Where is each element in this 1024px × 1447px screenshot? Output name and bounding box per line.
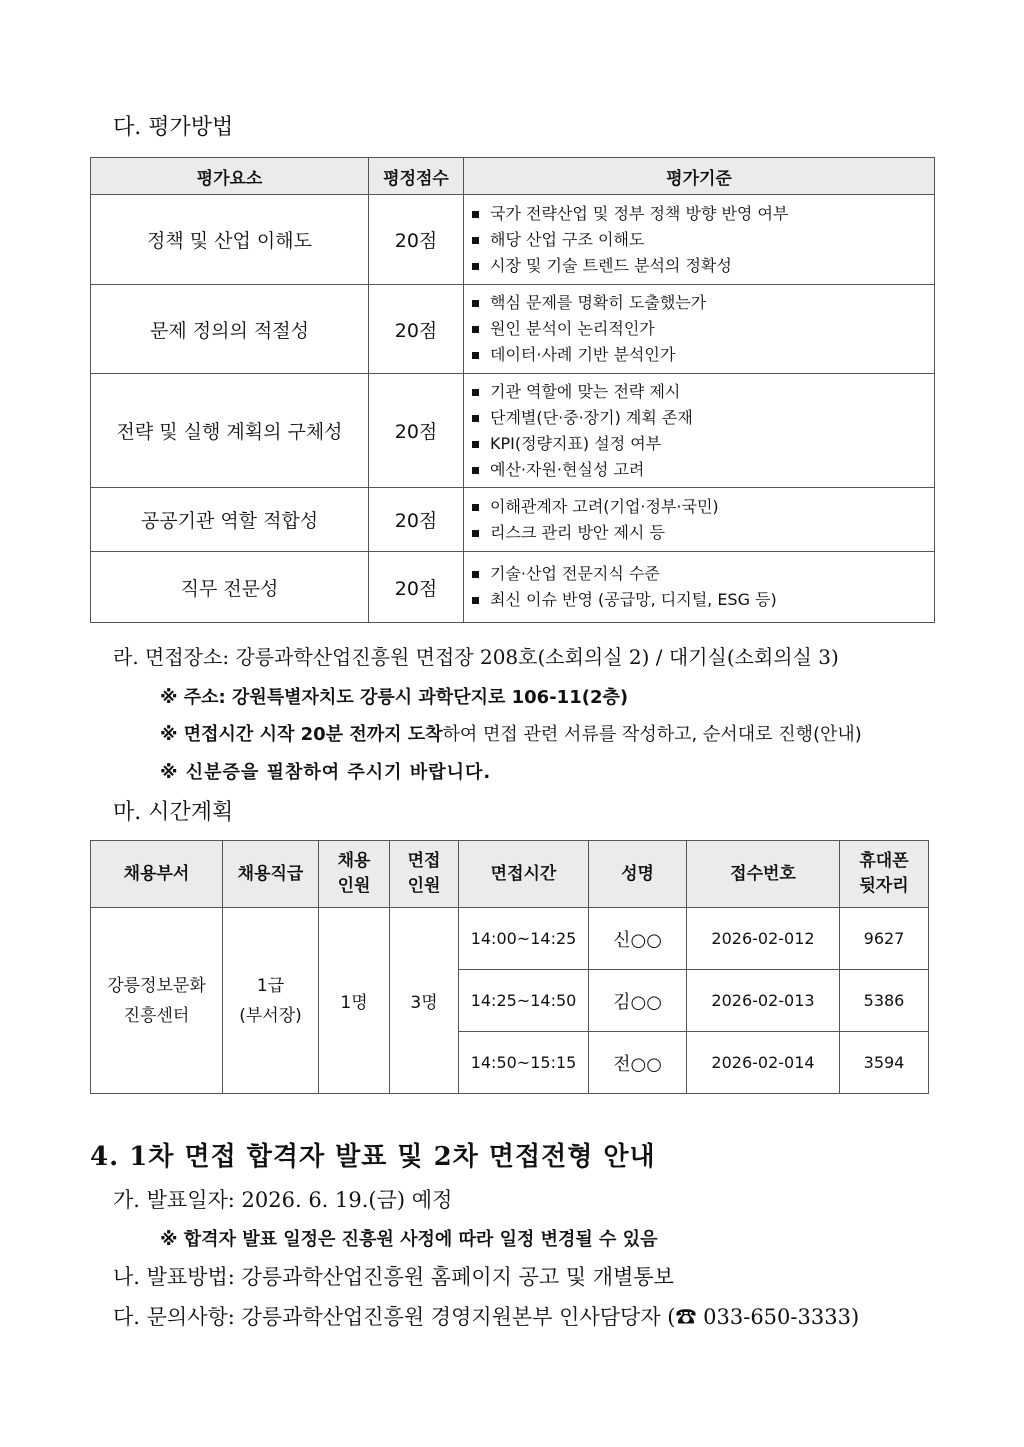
square-bullet-icon [472, 389, 479, 396]
list-item: 기관 역할에 맞는 전략 제시 [472, 379, 934, 405]
list-item: 이해관계자 고려(기업·정부·국민) [472, 494, 934, 520]
eval-factor: 정책 및 산업 이해도 [91, 195, 369, 285]
announcement-date: 가. 발표일자: 2026. 6. 19.(금) 예정 [113, 1188, 453, 1212]
header-score: 평정점수 [369, 158, 464, 195]
list-item: 시장 및 기술 트렌드 분석의 정확성 [472, 253, 934, 279]
hires-cell: 1명 [319, 908, 390, 1094]
header-hires: 채용 인원 [319, 841, 390, 908]
square-bullet-icon [472, 326, 479, 333]
phone-cell: 9627 [840, 908, 929, 970]
schedule-change-note: ※ 합격자 발표 일정은 진흥원 사정에 따라 일정 변경될 수 있음 [160, 1229, 658, 1250]
eval-score: 20점 [369, 374, 464, 488]
square-bullet-icon [472, 300, 479, 307]
table-row [91, 285, 935, 374]
square-bullet-icon [472, 504, 479, 511]
header-factor: 평가요소 [91, 158, 369, 195]
inquiry-line: 다. 문의사항: 강릉과학산업진흥원 경영지원본부 인사담당자 (☎ 033-650-3333) [113, 1305, 860, 1329]
eval-criteria [464, 488, 935, 552]
square-bullet-icon [472, 415, 479, 422]
address-note: ※ 주소: 강원특별자치도 강릉시 과학단지로 106-11(2층) [160, 687, 629, 708]
section4-title: 4. 1차 면접 합격자 발표 및 2차 면접전형 안내 [90, 1142, 656, 1172]
section-da-title: 다. 평가방법 [113, 115, 234, 140]
department-cell: 강릉정보문화 진흥센터 [91, 908, 223, 1094]
telephone-icon: ☎ [675, 1305, 697, 1329]
name-cell: 신○○ [589, 908, 687, 970]
eval-factor: 공공기관 역할 적합성 [91, 488, 369, 552]
list-item: 단계별(단·중·장기) 계획 존재 [472, 405, 934, 431]
eval-score: 20점 [369, 285, 464, 374]
time-cell: 14:25~14:50 [459, 970, 589, 1032]
time-cell: 14:00~14:25 [459, 908, 589, 970]
list-item: 기술·산업 전문지식 수준 [472, 561, 934, 587]
list-item: 예산·자원·현실성 고려 [472, 457, 934, 483]
id-card-note: ※ 신분증을 필참하여 주시기 바랍니다. [160, 762, 492, 783]
list-item: 핵심 문제를 명확히 도출했는가 [472, 290, 934, 316]
eval-factor: 문제 정의의 적절성 [91, 285, 369, 374]
table-row [91, 552, 935, 623]
table-row [91, 488, 935, 552]
receipt-cell: 2026-02-013 [687, 970, 840, 1032]
eval-criteria [464, 285, 935, 374]
list-item: 리스크 관리 방안 제시 등 [472, 520, 934, 546]
square-bullet-icon [472, 571, 479, 578]
phone-cell: 5386 [840, 970, 929, 1032]
eval-factor: 직무 전문성 [91, 552, 369, 623]
square-bullet-icon [472, 237, 479, 244]
list-item: 데이터·사례 기반 분석인가 [472, 342, 934, 368]
square-bullet-icon [472, 352, 479, 359]
eval-score: 20점 [369, 488, 464, 552]
header-criteria: 평가기준 [464, 158, 935, 195]
eval-criteria [464, 195, 935, 285]
square-bullet-icon [472, 530, 479, 537]
schedule-table [90, 840, 929, 1094]
list-item: 원인 분석이 논리적인가 [472, 316, 934, 342]
header-phone: 휴대폰 뒷자리 [840, 841, 929, 908]
grade-cell: 1급 (부서장) [223, 908, 319, 1094]
table-row [91, 374, 935, 488]
time-cell: 14:50~15:15 [459, 1032, 589, 1094]
list-item: 최신 이슈 반영 (공급망, 디지털, ESG 등) [472, 587, 934, 613]
header-receipt: 접수번호 [687, 841, 840, 908]
table-row [91, 908, 929, 970]
list-item: 국가 전략산업 및 정부 정책 방향 반영 여부 [472, 201, 934, 227]
section-ra-title: 라. 면접장소: 강릉과학산업진흥원 면접장 208호(소회의실 2) / 대기실(소회의실 3) [113, 645, 839, 669]
table-row [91, 195, 935, 285]
square-bullet-icon [472, 597, 479, 604]
eval-score: 20점 [369, 552, 464, 623]
header-name: 성명 [589, 841, 687, 908]
list-item: KPI(정량지표) 설정 여부 [472, 431, 934, 457]
evaluation-table [90, 157, 935, 623]
arrival-note: ※ 면접시간 시작 20분 전까지 도착하여 면접 관련 서류를 작성하고, 순서대로 진행(안내) [160, 724, 862, 745]
square-bullet-icon [472, 467, 479, 474]
header-grade: 채용직급 [223, 841, 319, 908]
name-cell: 전○○ [589, 1032, 687, 1094]
list-item: 해당 산업 구조 이해도 [472, 227, 934, 253]
eval-factor: 전략 및 실행 계획의 구체성 [91, 374, 369, 488]
phone-cell: 3594 [840, 1032, 929, 1094]
interviewees-cell: 3명 [390, 908, 459, 1094]
header-department: 채용부서 [91, 841, 223, 908]
receipt-cell: 2026-02-014 [687, 1032, 840, 1094]
header-interview-time: 면접시간 [459, 841, 589, 908]
name-cell: 김○○ [589, 970, 687, 1032]
square-bullet-icon [472, 263, 479, 270]
section-ma-title: 마. 시간계획 [113, 800, 234, 825]
receipt-cell: 2026-02-012 [687, 908, 840, 970]
square-bullet-icon [472, 441, 479, 448]
square-bullet-icon [472, 211, 479, 218]
eval-criteria [464, 552, 935, 623]
eval-score: 20점 [369, 195, 464, 285]
eval-criteria [464, 374, 935, 488]
header-interviewees: 면접 인원 [390, 841, 459, 908]
announcement-method: 나. 발표방법: 강릉과학산업진흥원 홈페이지 공고 및 개별통보 [113, 1265, 674, 1289]
